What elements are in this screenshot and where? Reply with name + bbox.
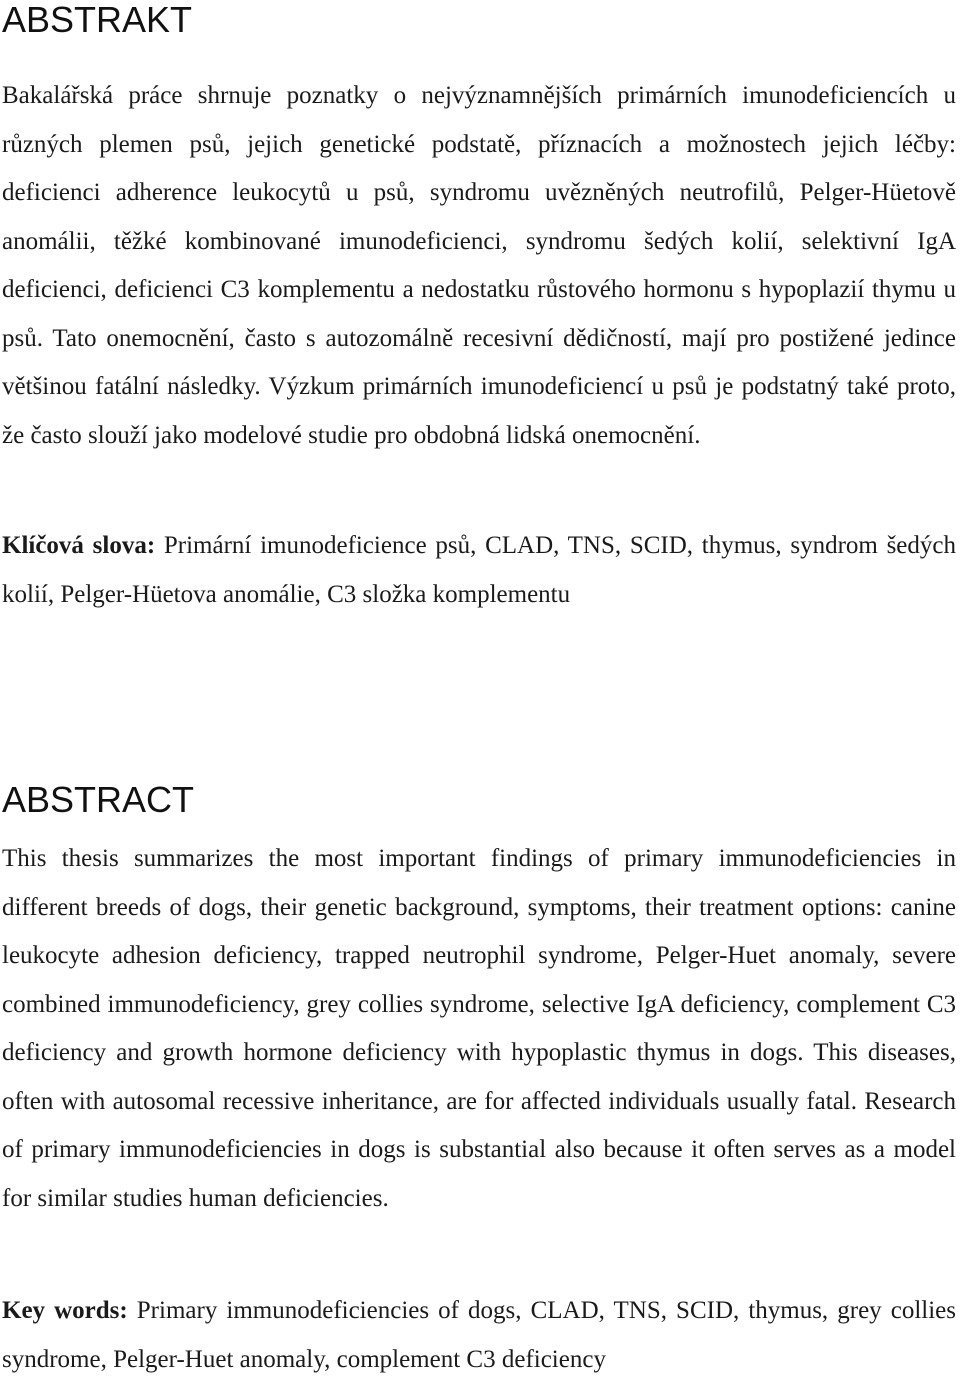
key-words-paragraph	[2, 1287, 956, 1384]
abstrakt-heading: ABSTRAKT	[2, 0, 193, 40]
abstract-body: This thesis summarizes the most important findings of primary immunodeficiencies in different breeds of dogs, their genetic background, symptoms, their treatment options: canine leukocyte adhesion deficiency, trapped neutrophil syndrome, Pelger-Huet anomaly, severe combined immunodeficiency, grey collies syndrome, selective IgA deficiency, complement C3 deficiency and growth hormone deficiency with hypoplastic thymus in dogs. This diseases, often with autosomal recessive inheritance, are for affected individuals usually fatal. Research of primary immunodeficiencies in dogs is substantial also because it often serves as a model for similar studies human deficiencies.	[2, 845, 956, 1212]
abstrakt-body: Bakalářská práce shrnuje poznatky o nejvýznamnějších primárních imunodeficiencích u různých plemen psů, jejich genetické podstatě, příznacích a možnostech jejich léčby: deficienci adherence leukocytů u psů, syndromu uvězněných neutrofilů, Pelger-Hüetově anomálii, těžké kombinované imunodeficienci, syndromu šedých kolií, selektivní IgA deficienci, deficienci C3 komplementu a nedostatku růstového hormonu s hypoplazií thymu u psů. Tato onemocnění, často s autozomálně recesivní dědičností, mají pro postižené jedince většinou fatální následky. Výzkum primárních imunodeficiencí u psů je podstatný také proto, že často slouží jako modelové studie pro obdobná lidská onemocnění.	[2, 82, 956, 449]
klicova-slova-text: Primární imunodeficience psů, CLAD, TNS, SCID, thymus, syndrom šedých kolií, Pelger-Hüetova anomálie, C3 složka komplementu	[2, 532, 957, 608]
klicova-slova-paragraph	[2, 522, 956, 619]
key-words-label: Key words:	[2, 1297, 128, 1324]
klicova-slova-label: Klíčová slova:	[2, 532, 156, 559]
key-words-text: Primary immunodeficiencies of dogs, CLAD, TNS, SCID, thymus, grey collies syndrome, Pelger-Huet anomaly, complement C3 deficiency	[2, 1297, 956, 1373]
abstract-heading: ABSTRACT	[2, 779, 195, 820]
